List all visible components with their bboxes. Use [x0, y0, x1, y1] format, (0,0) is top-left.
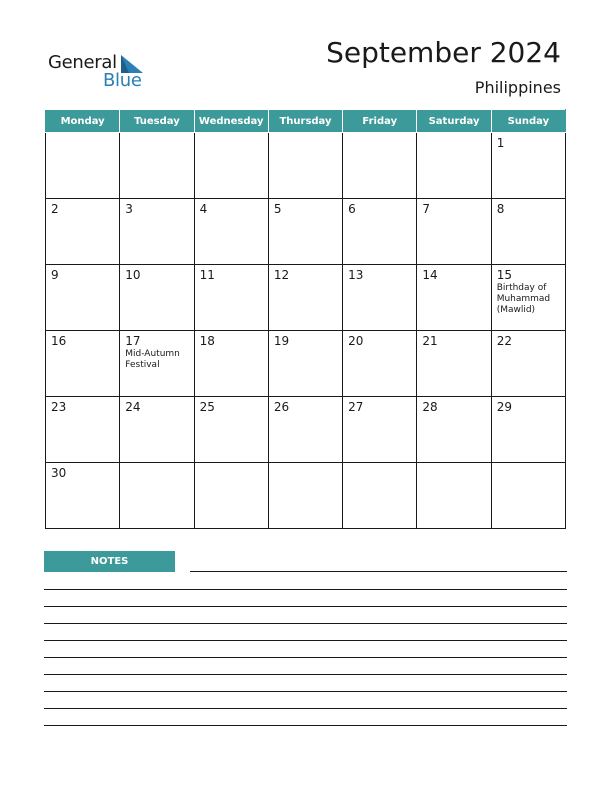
- day-cell: [194, 133, 268, 199]
- day-cell: [491, 199, 565, 265]
- day-number: 27: [348, 400, 364, 414]
- day-cell: [491, 331, 565, 397]
- day-cell: [268, 463, 342, 529]
- day-cell: [120, 331, 194, 397]
- weekday-monday: Monday: [46, 110, 120, 133]
- day-number: 2: [51, 202, 59, 216]
- day-number: 12: [273, 268, 290, 282]
- day-cell: [268, 331, 342, 397]
- day-cell: [417, 397, 491, 463]
- day-cell: [268, 199, 342, 265]
- calendar-grid: [45, 109, 566, 529]
- weekday-thursday: Thursday: [268, 110, 342, 133]
- day-cell: [120, 463, 194, 529]
- note-line: [44, 691, 567, 692]
- day-cell: [120, 265, 194, 331]
- week-row: [46, 397, 566, 463]
- note-line: [44, 657, 567, 658]
- page-title: September 2024: [326, 36, 561, 69]
- day-cell: [417, 331, 491, 397]
- day-number: 22: [496, 334, 512, 348]
- day-cell: [268, 133, 342, 199]
- day-cell: [343, 397, 417, 463]
- day-cell: [491, 133, 565, 199]
- day-cell: [120, 133, 194, 199]
- week-row: [46, 463, 566, 529]
- weekday-sunday: Sunday: [491, 110, 565, 133]
- day-cell: [46, 331, 120, 397]
- day-number: 26: [273, 400, 290, 414]
- week-row: [46, 199, 566, 265]
- day-cell: [491, 265, 565, 331]
- day-number: 14: [422, 268, 438, 282]
- day-number: 8: [496, 202, 505, 216]
- day-number: 24: [125, 400, 141, 414]
- day-number: 10: [125, 268, 141, 282]
- day-cell: [417, 463, 491, 529]
- day-number: 6: [348, 202, 356, 216]
- holiday-label: Mid-Autumn Festival: [125, 349, 180, 370]
- day-cell: [194, 463, 268, 529]
- day-number: 19: [273, 334, 290, 348]
- day-cell: [343, 265, 417, 331]
- weekday-header-row: [46, 110, 566, 133]
- day-cell: [46, 397, 120, 463]
- day-cell: [417, 265, 491, 331]
- week-row: [46, 331, 566, 397]
- day-number: 11: [199, 268, 215, 282]
- day-cell: [194, 265, 268, 331]
- day-number: 15: [496, 268, 512, 282]
- brand-logo: [48, 52, 148, 92]
- day-number: 4: [199, 202, 208, 216]
- day-cell: [491, 463, 565, 529]
- week-row: [46, 265, 566, 331]
- day-cell: [268, 397, 342, 463]
- day-cell: [491, 397, 565, 463]
- weekday-saturday: Saturday: [417, 110, 491, 133]
- day-cell: [194, 331, 268, 397]
- weekday-wednesday: Wednesday: [194, 110, 268, 133]
- note-line: [44, 708, 567, 709]
- note-line: [44, 674, 567, 675]
- day-number: 25: [199, 400, 215, 414]
- note-line: [44, 623, 567, 624]
- logo-text-general: General: [48, 52, 117, 73]
- day-cell: [46, 199, 120, 265]
- day-number: 9: [51, 268, 59, 282]
- weekday-friday: Friday: [343, 110, 417, 133]
- week-row: [46, 133, 566, 199]
- note-line: [190, 571, 567, 572]
- day-cell: [120, 199, 194, 265]
- day-cell: [46, 133, 120, 199]
- day-cell: [343, 331, 417, 397]
- day-number: 17: [125, 334, 141, 348]
- holiday-label: Birthday of Muhammad (Mawlid): [496, 283, 551, 315]
- day-cell: [417, 199, 491, 265]
- note-line: [44, 606, 567, 607]
- day-number: 30: [51, 466, 67, 480]
- calendar-body: [46, 133, 566, 529]
- notes-header: NOTES: [44, 551, 175, 572]
- day-number: 5: [273, 202, 282, 216]
- day-cell: [194, 199, 268, 265]
- day-number: 20: [348, 334, 364, 348]
- day-cell: [343, 199, 417, 265]
- day-number: 7: [422, 202, 431, 216]
- day-cell: [46, 463, 120, 529]
- day-cell: [343, 133, 417, 199]
- day-number: 13: [348, 268, 364, 282]
- day-cell: [194, 397, 268, 463]
- country-subtitle: Philippines: [474, 78, 561, 97]
- day-number: 29: [496, 400, 512, 414]
- day-number: 3: [125, 202, 133, 216]
- day-cell: [268, 265, 342, 331]
- note-line: [44, 640, 567, 641]
- day-number: 28: [422, 400, 438, 414]
- weekday-tuesday: Tuesday: [120, 110, 194, 133]
- day-cell: [343, 463, 417, 529]
- day-cell: [417, 133, 491, 199]
- logo-text-blue: Blue: [103, 70, 142, 91]
- day-number: 1: [496, 136, 505, 150]
- day-cell: [120, 397, 194, 463]
- day-number: 18: [199, 334, 215, 348]
- day-number: 21: [422, 334, 438, 348]
- note-line: [44, 589, 567, 590]
- note-line: [44, 725, 567, 726]
- day-number: 16: [51, 334, 67, 348]
- day-number: 23: [51, 400, 67, 414]
- day-cell: [46, 265, 120, 331]
